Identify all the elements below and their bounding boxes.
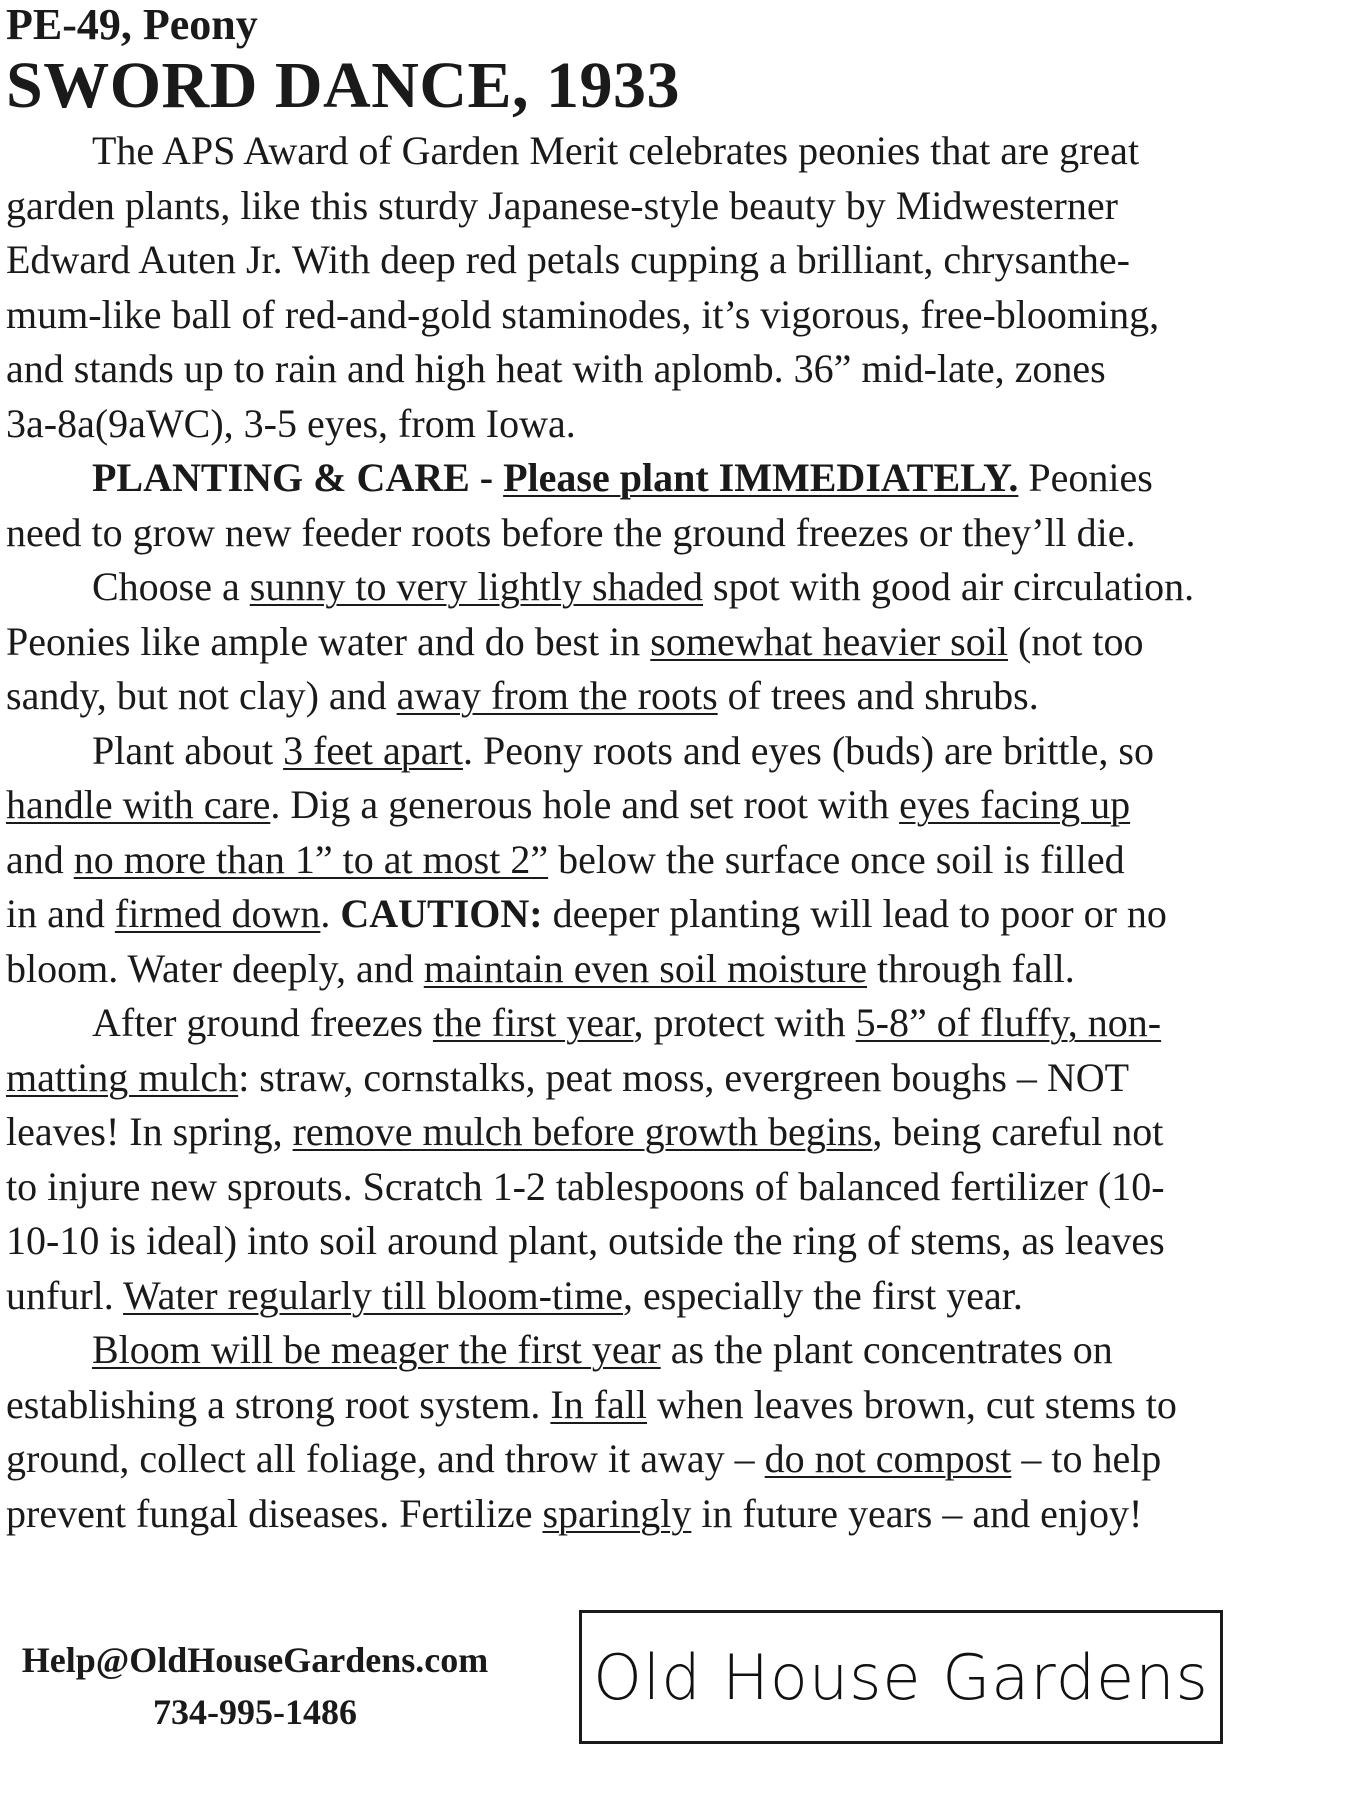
text-span: Peonies like ample water and do best in — [6, 618, 641, 664]
text-span: spot with good air circulation. — [713, 564, 1195, 609]
text-span: in and — [6, 891, 105, 936]
text-line: mum-like ball of red-and-gold staminodes, it’s vigorous, free-blooming, — [6, 291, 1160, 337]
text-span: in future years – and enjoy! — [701, 1490, 1143, 1536]
text-span: ground, collect all foliage, and throw it away – — [6, 1436, 755, 1481]
text-line — [6, 724, 1336, 779]
peony-info-card — [6, 0, 1336, 1541]
text-span: . Dig a generous hole and set root with — [270, 782, 890, 827]
text-span: below the surface once soil is filled — [558, 836, 1125, 882]
planting-heading: PLANTING & CARE - — [92, 455, 494, 500]
contact-email[interactable]: Help@OldHouseGardens.com — [21, 1640, 489, 1680]
text-line — [6, 887, 1336, 942]
watering-note: Water regularly till bloom-time — [123, 1272, 624, 1318]
text-span: of trees and shrubs. — [727, 673, 1039, 718]
moisture-note: maintain even soil moisture — [423, 945, 868, 991]
text-line — [6, 560, 1336, 615]
text-span: prevent fungal diseases. Fertilize — [6, 1490, 533, 1536]
planting-care-paragraph — [6, 451, 1336, 560]
text-line — [6, 1432, 1336, 1487]
text-span: establishing a strong root system. — [6, 1381, 541, 1427]
text-line — [6, 1487, 1336, 1542]
company-logo — [579, 1610, 1223, 1744]
text-line — [6, 1378, 1336, 1433]
text-span: . — [320, 891, 331, 936]
mulch-type-note: matting mulch — [6, 1054, 239, 1100]
text-span: . Peony roots and eyes (buds) are brittle, so — [462, 727, 1154, 773]
text-line: to injure new sprouts. Scratch 1-2 tablespoons of balanced fertilizer (10- — [6, 1163, 1165, 1209]
text-span: when leaves brown, cut stems to — [657, 1381, 1177, 1427]
text-span: and — [6, 836, 64, 882]
text-span: leaves! In spring, — [6, 1109, 283, 1154]
text-span: through fall. — [877, 945, 1075, 991]
handling-note: handle with care — [6, 782, 271, 827]
first-bloom-note: Bloom will be meager the first year — [92, 1327, 661, 1372]
sun-requirement: sunny to very lightly shaded — [249, 564, 704, 609]
contact-block — [0, 1634, 510, 1738]
description-paragraph — [6, 124, 1336, 451]
text-span: Choose a — [92, 564, 240, 609]
logo-text: Old House Gardens — [593, 1640, 1209, 1714]
text-line: 10-10 is ideal) into soil around plant, outside the ring of stems, as leaves — [6, 1218, 1165, 1263]
depth-requirement: no more than 1” to at most 2” — [73, 836, 549, 882]
firming-note: firmed down — [114, 891, 321, 936]
first-year-note: the first year — [432, 1000, 634, 1045]
text-span: , protect with — [633, 1000, 846, 1045]
location-requirement: away from the roots — [396, 673, 718, 718]
text-line — [6, 451, 1336, 506]
text-span: deeper planting will lead to poor or no — [552, 891, 1167, 936]
text-line: The APS Award of Garden Merit celebrates peonies that are great — [92, 128, 1140, 173]
text-line — [6, 669, 1336, 724]
text-line — [6, 996, 1336, 1051]
site-paragraph — [6, 560, 1336, 724]
mulch-paragraph — [6, 996, 1336, 1323]
text-line — [6, 1323, 1336, 1378]
text-line — [6, 1105, 1336, 1160]
text-span: – to help — [1021, 1436, 1162, 1481]
bloom-paragraph — [6, 1323, 1336, 1541]
plant-immediately-notice: Please plant IMMEDIATELY. — [503, 455, 1019, 500]
spacing-requirement: 3 feet apart — [283, 727, 463, 773]
text-span: bloom. Water deeply, and — [6, 945, 414, 991]
text-line: need to grow new feeder roots before the ground freezes or they’ll die. — [6, 509, 1136, 555]
text-line — [6, 1051, 1336, 1106]
fall-note: In fall — [550, 1381, 648, 1427]
text-span: as the plant concentrates on — [670, 1327, 1113, 1372]
text-span: (not too — [1017, 618, 1144, 664]
text-line: garden plants, like this sturdy Japanese-style beauty by Midwesterner — [6, 182, 1118, 228]
text-line — [6, 833, 1336, 888]
text-span: Plant about — [92, 727, 274, 773]
product-title: SWORD DANCE, 1933 — [6, 49, 681, 122]
caution-label: CAUTION: — [340, 891, 543, 936]
fertilize-note: sparingly — [542, 1490, 692, 1536]
text-line: 3a-8a(9aWC), 3-5 eyes, from Iowa. — [6, 400, 576, 446]
mulch-removal-note: remove mulch before growth begins — [292, 1109, 873, 1154]
text-span: Peonies — [1028, 455, 1153, 500]
orientation-note: eyes facing up — [899, 782, 1131, 827]
text-line: and stands up to rain and high heat with aplomb. 36” mid-late, zones — [6, 346, 1106, 391]
text-line: Edward Auten Jr. With deep red petals cupping a brilliant, chrysanthe- — [6, 237, 1131, 282]
text-span: , especially the first year. — [623, 1272, 1023, 1318]
compost-warning: do not compost — [764, 1436, 1012, 1481]
text-line — [6, 1269, 1336, 1324]
product-code: PE-49, Peony — [6, 0, 258, 49]
text-line — [6, 778, 1336, 833]
text-span: , being careful not — [872, 1109, 1164, 1154]
contact-phone[interactable]: 734-995-1486 — [153, 1692, 357, 1732]
mulch-depth-note: 5-8” of fluffy, non- — [855, 1000, 1162, 1045]
text-span: sandy, but not clay) and — [6, 673, 387, 718]
soil-requirement: somewhat heavier soil — [650, 618, 1008, 664]
text-span: After ground freezes — [92, 1000, 423, 1045]
text-span: : straw, cornstalks, peat moss, evergreen boughs – NOT — [238, 1054, 1130, 1100]
text-line — [6, 615, 1336, 670]
text-line — [6, 942, 1336, 997]
planting-paragraph — [6, 724, 1336, 997]
text-span: unfurl. — [6, 1272, 114, 1318]
